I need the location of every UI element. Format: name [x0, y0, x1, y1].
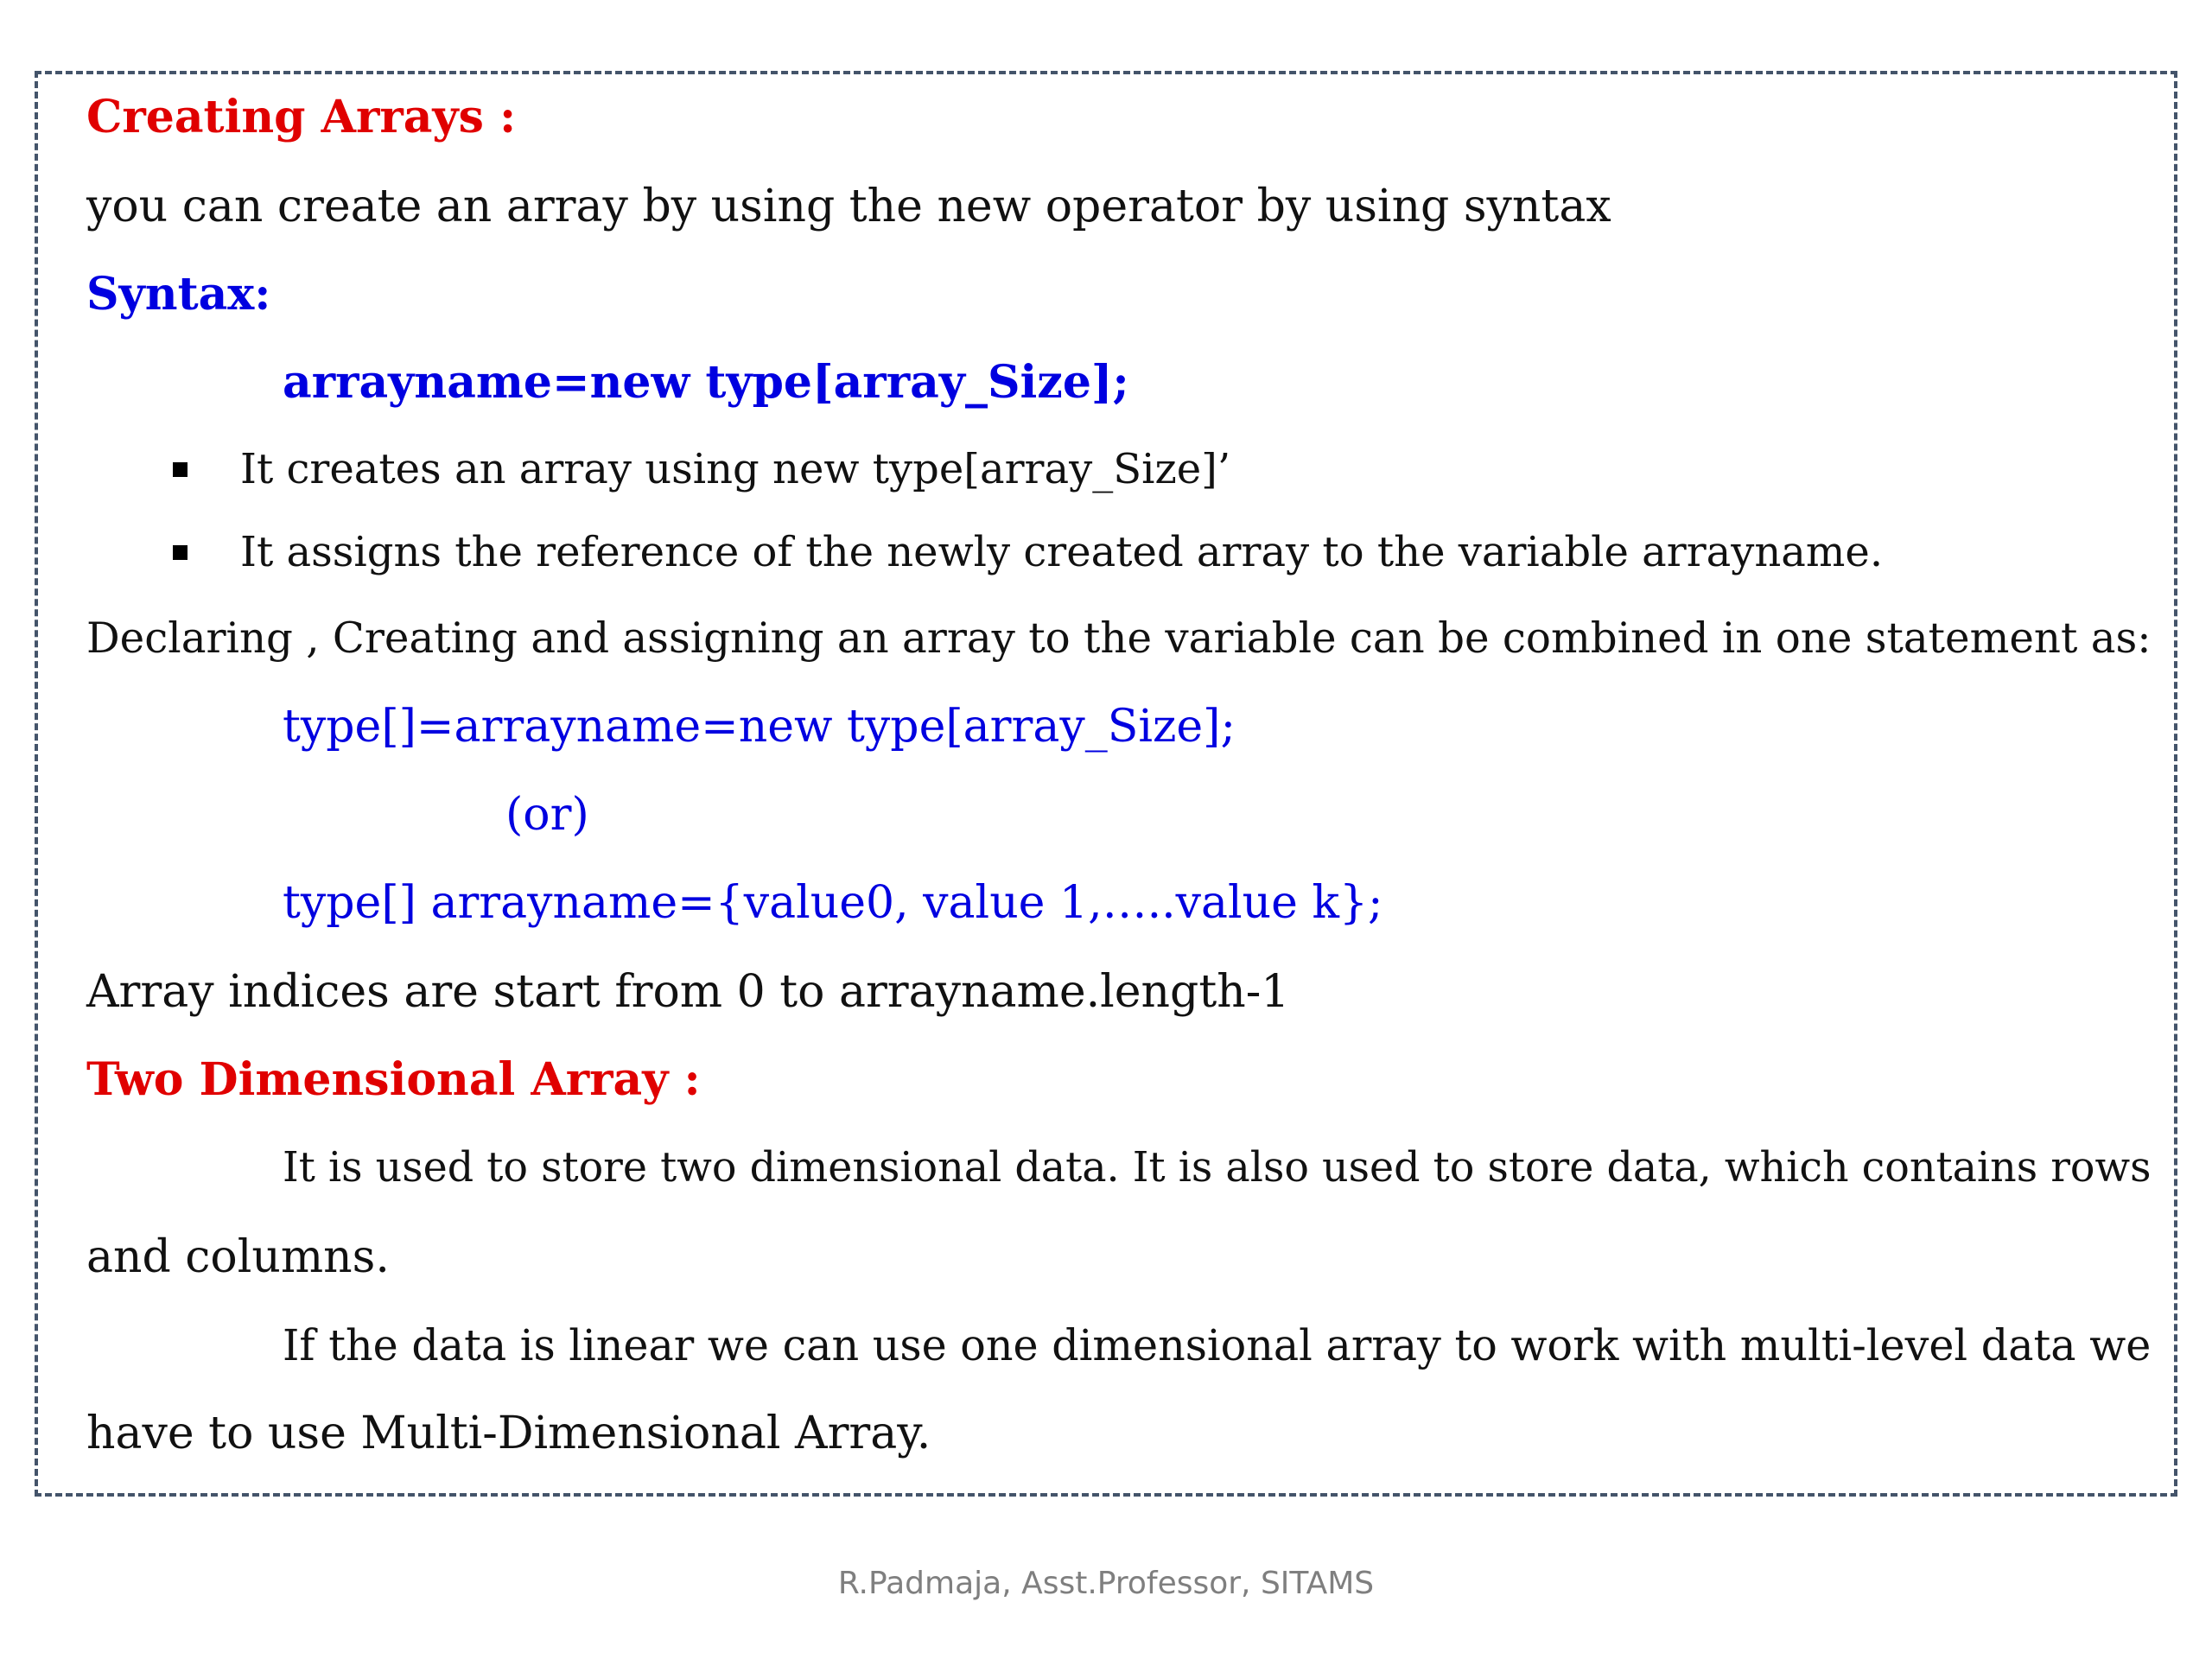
syntax-code: arrayname=new type[array_Size]; [283, 356, 1129, 409]
heading-creating-arrays: Creating Arrays : [86, 91, 517, 143]
indices-text: Array indices are start from 0 to arrayname.length-1 [86, 966, 1290, 1018]
paragraph-1-line-1: It is used to store two dimensional data. It is also used to store data, which contains rows [283, 1144, 2152, 1192]
intro-text: you can create an array by using the new operator by using syntax [86, 181, 1611, 232]
paragraph-2-line-1: If the data is linear we can use one dimensional array to work with multi-level data we [283, 1320, 2152, 1370]
code-line-1: type[]=arrayname=new type[array_Size]; [283, 701, 1236, 753]
syntax-label: Syntax: [86, 268, 271, 321]
paragraph-2-line-2: have to use Multi-Dimensional Array. [86, 1408, 931, 1459]
paragraph-1-line-2: and columns. [86, 1231, 390, 1283]
bullet-marker [173, 545, 188, 560]
code-line-2: type[] arrayname={value0, value 1,…..value k}; [283, 877, 1383, 929]
footer-credit: R.Padmaja, Asst.Professor, SITAMS [837, 1566, 1375, 1601]
bullet-item-1: It creates an array using new type[array_Size]’ [240, 445, 1231, 493]
bullet-marker [173, 462, 188, 477]
declaring-text: Declaring , Creating and assigning an array to the variable can be combined in one statement as: [86, 614, 2152, 663]
bullet-item-2: It assigns the reference of the newly created array to the variable arrayname. [240, 528, 1884, 576]
code-or: (or) [505, 789, 589, 841]
heading-two-dimensional-array: Two Dimensional Array : [86, 1053, 701, 1106]
